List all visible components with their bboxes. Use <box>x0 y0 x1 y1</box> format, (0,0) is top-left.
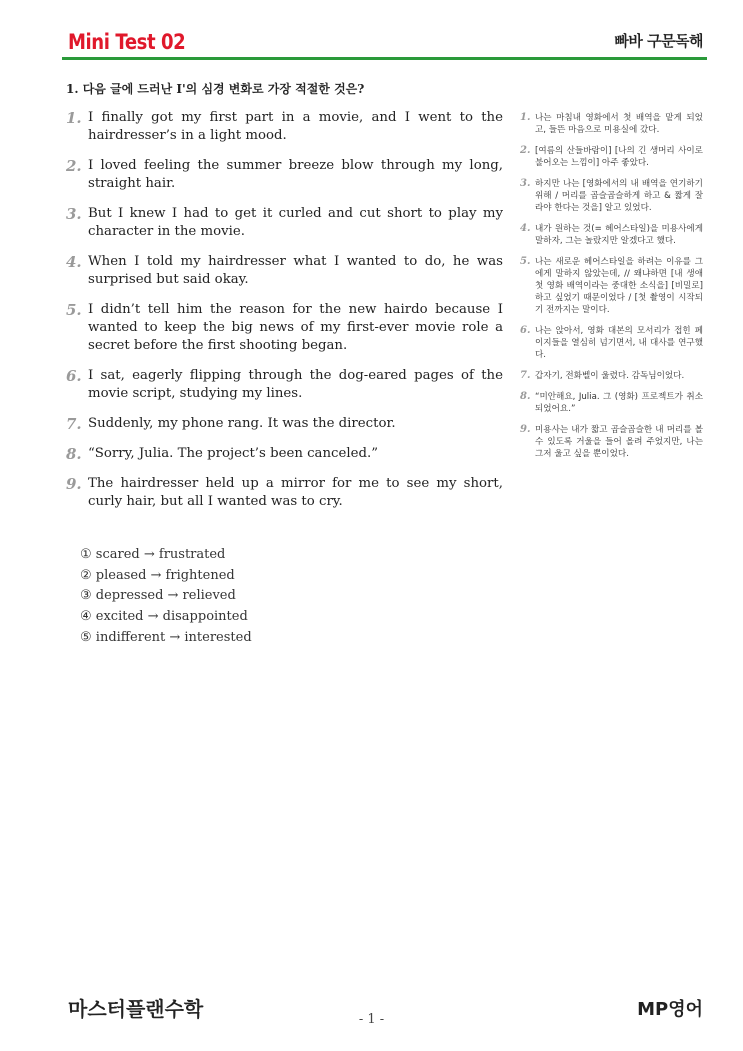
passage-sentence <box>66 157 503 193</box>
translation-number: 2. <box>520 145 531 156</box>
sentence-number: 6. <box>66 367 82 385</box>
translation-sentence <box>520 424 703 460</box>
translation-text: 내가 원하는 것(= 헤어스타일)을 미용사에게 말하자, 그는 놀랐지만 알겠다고 했다. <box>535 224 703 246</box>
translation-text: 미용사는 내가 짧고 곱슬곱슬한 내 머리를 볼 수 있도록 거울을 들어 올려 주었지만, 나는 그저 울고 싶을 뿐이었다. <box>535 425 703 459</box>
sentence-number: 3. <box>66 205 82 223</box>
passage-sentence <box>66 109 503 145</box>
translation-sentence <box>520 223 703 247</box>
translation-text: [여름의 산들바람이] [나의 긴 생머리 사이로 불어오는 느낌이] 아주 좋았다. <box>535 146 703 168</box>
passage-sentence <box>66 445 503 463</box>
sentence-number: 7. <box>66 415 82 433</box>
answer-option: ② pleased → frightened <box>80 567 235 583</box>
translation-number: 8. <box>520 391 531 402</box>
sentence-text: The hairdresser held up a mirror for me to see my short, curly hair, but all I wanted was to cry. <box>88 476 503 509</box>
sentence-number: 2. <box>66 157 82 175</box>
translation-text: 나는 새로운 헤어스타일을 하려는 이유를 그에게 말하지 않았는데, // 왜냐하면 [내 생애 첫 영화 배역이라는 중대한 소식을] [비밀로] 하고 싶었기 때문이었다 / [첫 촬영이 시작되기 전까지는 말이다. <box>535 257 703 315</box>
translation-text: 하지만 나는 [영화에서의 내 배역을 연기하기 위해 / 머리를 곱슬곱슬하게 하고 & 짧게 잘라야 한다는 것을] 알고 있었다. <box>535 179 703 213</box>
translation-number: 1. <box>520 112 531 123</box>
translation-number: 6. <box>520 325 531 336</box>
sentence-number: 8. <box>66 445 82 463</box>
passage-sentence <box>66 475 503 511</box>
translation-number: 5. <box>520 256 531 267</box>
page-number: - 1 - <box>358 1012 385 1027</box>
answer-option: ① scared → frustrated <box>80 547 226 562</box>
sentence-text: Suddenly, my phone rang. It was the director. <box>88 416 396 431</box>
answer-option: ④ excited → disappointed <box>80 609 248 625</box>
sentence-text: I loved feeling the summer breeze blow through my long, straight hair. <box>88 158 503 191</box>
sentence-number: 5. <box>66 301 82 319</box>
translation-sentence <box>520 325 703 361</box>
translation-text: 갑자기, 전화벨이 울렸다. 감독님이었다. <box>535 371 685 381</box>
header-rule <box>62 57 707 60</box>
translation-sentence <box>520 370 703 382</box>
sentence-text: I finally got my first part in a movie, and I went to the hairdresser’s in a light mood. <box>88 110 503 143</box>
translation-text: 나는 마침내 영화에서 첫 배역을 맡게 되었고, 들뜬 마음으로 미용실에 갔다. <box>535 113 703 135</box>
translation-column <box>520 112 703 469</box>
question-text: 1. 다음 글에 드러난 I'의 심경 변화로 가장 적절한 것은? <box>66 82 365 96</box>
answer-option: ⑤ indifferent → interested <box>80 629 252 645</box>
footer-left-brand: 마스터플랜수학 <box>68 997 204 1021</box>
sentence-number: 4. <box>66 253 82 271</box>
passage-sentence <box>66 253 503 289</box>
passage-sentence <box>66 415 503 433</box>
passage <box>66 109 503 523</box>
passage-sentence <box>66 205 503 241</box>
footer-right-brand: MP영어 <box>637 999 703 1020</box>
translation-sentence <box>520 145 703 169</box>
sentence-number: 9. <box>66 475 82 493</box>
translation-sentence <box>520 391 703 415</box>
answer-options <box>80 545 252 649</box>
passage-sentence <box>66 301 503 355</box>
sentence-number: 1. <box>66 109 82 127</box>
translation-number: 7. <box>520 370 531 381</box>
passage-sentence <box>66 367 503 403</box>
translation-number: 4. <box>520 223 531 234</box>
translation-number: 3. <box>520 178 531 189</box>
header-title: Mini Test 02 <box>68 30 186 54</box>
translation-number: 9. <box>520 424 531 435</box>
translation-sentence <box>520 178 703 214</box>
sentence-text: “Sorry, Julia. The project’s been canceled.” <box>88 446 379 461</box>
header-brand: 빠바 구문독해 <box>614 32 703 50</box>
translation-text: “미안해요, Julia. 그 (영화) 프로젝트가 취소되었어요.” <box>535 392 703 414</box>
sentence-text: But I knew I had to get it curled and cut short to play my character in the movie. <box>88 206 503 239</box>
translation-text: 나는 앉아서, 영화 대본의 모서리가 접힌 페이지들을 열심히 넘기면서, 내 대사를 연구했다. <box>535 326 703 360</box>
sentence-text: I sat, eagerly flipping through the dog-eared pages of the movie script, studying my lines. <box>88 368 503 401</box>
answer-option: ③ depressed → relieved <box>80 588 236 604</box>
translation-sentence <box>520 256 703 316</box>
translation-sentence <box>520 112 703 136</box>
sentence-text: When I told my hairdresser what I wanted to do, he was surprised but said okay. <box>88 254 503 287</box>
sentence-text: I didn’t tell him the reason for the new hairdo because I wanted to keep the big news of my first-ever movie role a secret before the first shooting began. <box>88 302 503 353</box>
